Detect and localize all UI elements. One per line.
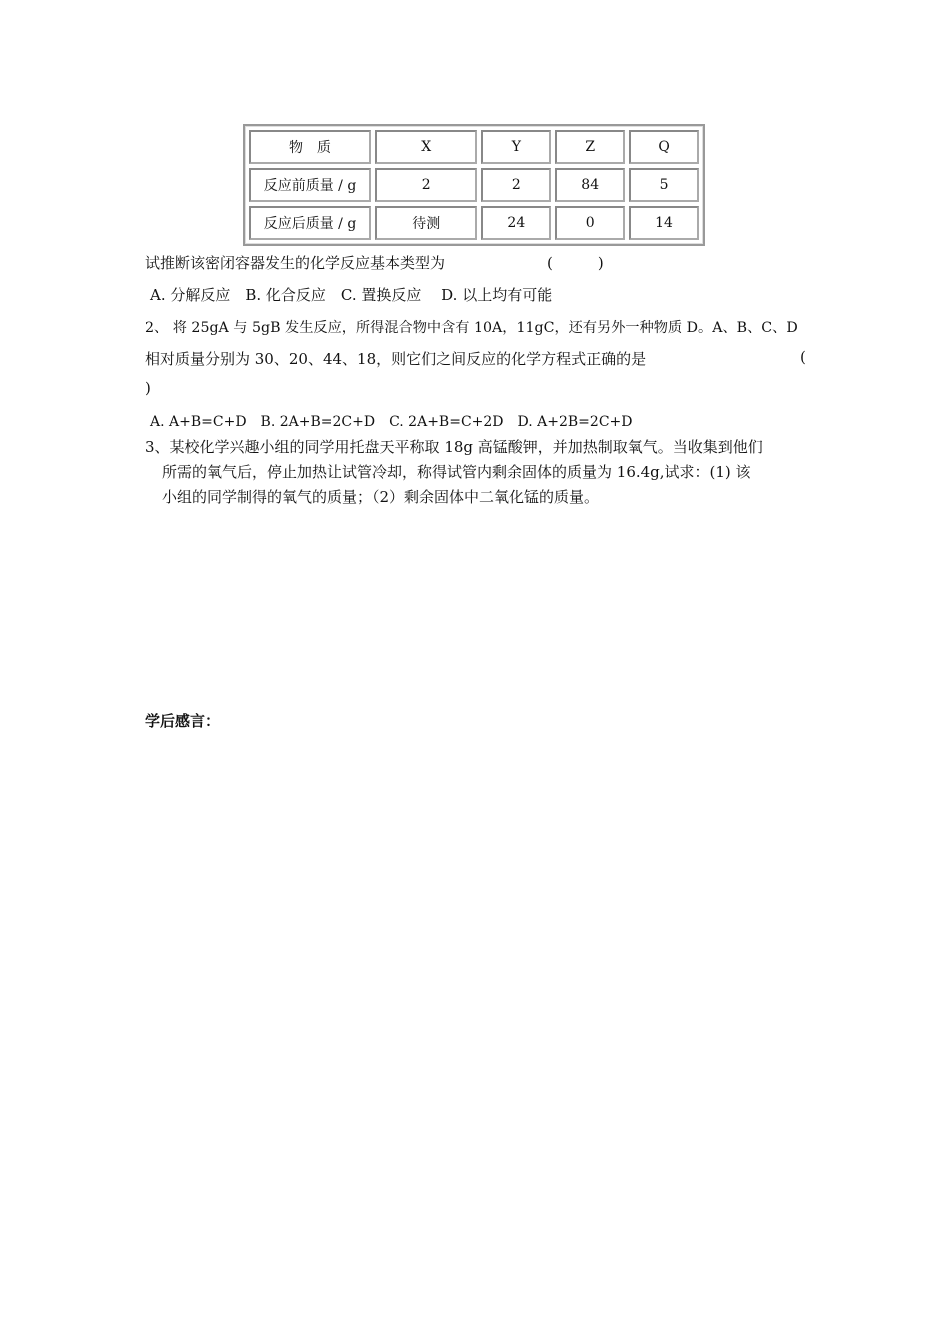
q2-line1: 2、 将 25gA 与 5gB 发生反应，所得混合物中含有 10A，11gC，还有另外一种物质 D。A、B、C、D bbox=[145, 320, 798, 336]
table-row bbox=[249, 206, 699, 240]
q2-options: A. A+B=C+D B. 2A+B=2C+D C. 2A+B=C+2D D. A+2B=2C+D bbox=[150, 414, 633, 430]
table-cell: 2 bbox=[375, 168, 477, 202]
table-cell: 物 质 bbox=[249, 130, 371, 164]
q2-paren-close: ) bbox=[145, 379, 151, 397]
table-cell: 待测 bbox=[375, 206, 477, 240]
q3-line1: 3、某校化学兴趣小组的同学用托盘天平称取 18g 高锰酸钾，并加热制取氧气。当收集到他们 bbox=[145, 438, 763, 456]
table-cell: 反应前质量 / g bbox=[249, 168, 371, 202]
q2-line2: 相对质量分别为 30、20、44、18，则它们之间反应的化学方程式正确的是 bbox=[145, 350, 647, 368]
q2-paren-open: ( bbox=[800, 348, 806, 366]
table-cell: 2 bbox=[481, 168, 551, 202]
table-cell: 5 bbox=[629, 168, 699, 202]
q3-line2: 所需的氧气后，停止加热让试管冷却，称得试管内剩余固体的质量为 16.4g,试求：(1) 该 bbox=[162, 463, 751, 481]
q3-line3: 小组的同学制得的氧气的质量；（2）剩余固体中二氧化锰的质量。 bbox=[162, 488, 600, 506]
table-row bbox=[249, 168, 699, 202]
table-cell: 24 bbox=[481, 206, 551, 240]
table-cell: Y bbox=[481, 130, 551, 164]
table-cell: 14 bbox=[629, 206, 699, 240]
table-cell: 84 bbox=[555, 168, 625, 202]
mass-table bbox=[243, 124, 705, 246]
table-cell: 0 bbox=[555, 206, 625, 240]
table-header-row bbox=[249, 130, 699, 164]
table-cell: X bbox=[375, 130, 477, 164]
table-cell: Z bbox=[555, 130, 625, 164]
q1-stem: 试推断该密闭容器发生的化学反应基本类型为 bbox=[145, 254, 446, 272]
table-cell: 反应后质量 / g bbox=[249, 206, 371, 240]
table-cell: Q bbox=[629, 130, 699, 164]
reflection-heading: 学后感言： bbox=[145, 712, 221, 730]
q1-answer-paren: ( ) bbox=[547, 254, 604, 272]
q1-options: A. 分解反应 B. 化合反应 C. 置换反应 D. 以上均有可能 bbox=[150, 286, 553, 304]
